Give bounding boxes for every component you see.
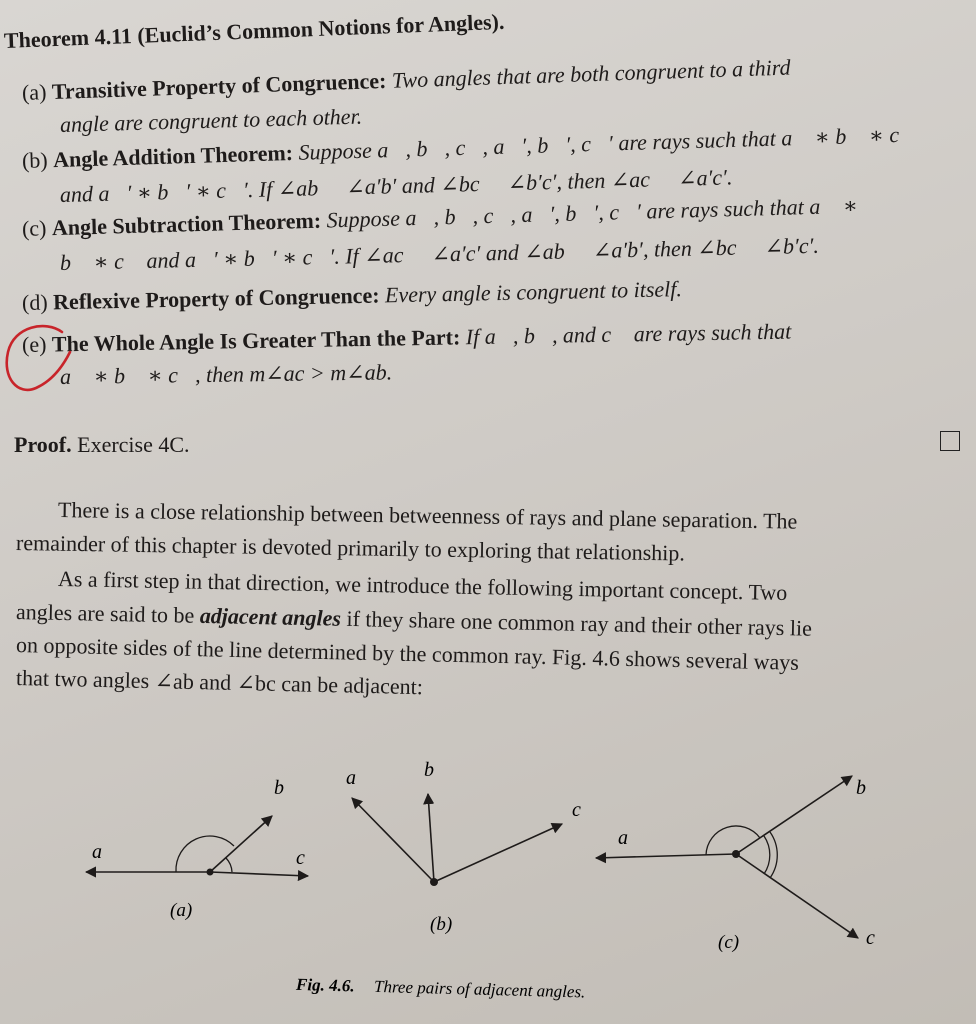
proof-label: Proof. bbox=[14, 432, 72, 457]
panel-label-b: (b) bbox=[430, 914, 453, 935]
vertex-point bbox=[430, 878, 438, 886]
item-text: Suppose a⃗, b⃗, c⃗, a⃗′, b⃗′, c⃗′ are rays such that a⃗ ∗ bbox=[326, 192, 859, 233]
paragraph-1-line-2: remainder of this chapter is devoted primarily to exploring that relationship. bbox=[15, 530, 686, 566]
angle-arc-ab bbox=[176, 836, 234, 872]
proof-line bbox=[14, 432, 190, 458]
item-label: (c) bbox=[21, 215, 47, 241]
ray-c bbox=[736, 854, 858, 938]
ray-a bbox=[352, 798, 434, 882]
angle-arc-bc bbox=[770, 832, 777, 878]
theorem-item-d bbox=[22, 276, 682, 316]
figure-caption bbox=[295, 975, 586, 1002]
item-label: (a) bbox=[21, 79, 47, 105]
item-name: Angle Subtraction Theorem: bbox=[51, 207, 322, 241]
label-b: b⃗ bbox=[274, 777, 300, 799]
item-text: Every angle is congruent to itself. bbox=[384, 276, 683, 308]
label-a: a⃗ bbox=[346, 767, 372, 789]
paragraph-text: angles are said to be bbox=[15, 599, 201, 628]
red-circle-annotation bbox=[0, 318, 80, 408]
ray-a bbox=[596, 854, 736, 858]
panel-b-diagram bbox=[346, 759, 596, 935]
theorem-item-e bbox=[22, 319, 792, 358]
ray-b bbox=[210, 816, 272, 872]
theorem-item-e-cont: a⃗ ∗ b⃗ ∗ c⃗, then m∠ac > m∠ab. bbox=[59, 359, 393, 389]
panel-a-diagram bbox=[86, 777, 320, 921]
label-a: a⃗ bbox=[618, 827, 644, 849]
figure-4-6 bbox=[0, 740, 976, 1024]
theorem-item-a-cont: angle are congruent to each other. bbox=[59, 103, 363, 137]
item-label: (b) bbox=[21, 147, 49, 173]
vertex-point bbox=[732, 850, 740, 858]
angle-arc-bc bbox=[226, 858, 232, 872]
ray-b bbox=[428, 794, 434, 882]
paragraph-text: if they share one common ray and their other rays lie bbox=[340, 605, 813, 641]
panel-label-c: (c) bbox=[718, 932, 740, 953]
panel-label-a: (a) bbox=[170, 900, 193, 921]
item-label: (d) bbox=[21, 289, 48, 315]
item-name: Transitive Property of Congruence: bbox=[51, 67, 387, 105]
paragraph-2-line-4: that two angles ∠ab and ∠bc can be adjacent: bbox=[15, 665, 424, 700]
label-b: b⃗ bbox=[856, 777, 882, 799]
item-text: Suppose a⃗, b⃗, c⃗, a⃗′, b⃗′, c⃗′ are rays such that a⃗ ∗ b⃗ ∗ c⃗ bbox=[298, 121, 917, 165]
paragraph-1-line-1: There is a close relationship between betweenness of rays and plane separation. The bbox=[57, 497, 798, 534]
ray-c bbox=[434, 824, 562, 882]
item-label: (e) bbox=[21, 331, 47, 357]
item-name: The Whole Angle Is Greater Than the Part: bbox=[51, 324, 461, 357]
label-a: a⃗ bbox=[92, 841, 118, 863]
qed-square-icon bbox=[940, 431, 960, 451]
item-name: Angle Addition Theorem: bbox=[52, 139, 294, 173]
label-b: b⃗ bbox=[424, 759, 450, 781]
caption-text: Three pairs of adjacent angles. bbox=[373, 976, 586, 1002]
defined-term: adjacent angles bbox=[199, 602, 342, 631]
ray-c bbox=[210, 872, 308, 876]
item-text: Two angles that are both congruent to a third bbox=[391, 54, 791, 93]
paragraph-2-line-1: As a first step in that direction, we introduce the following important concept. Two bbox=[57, 566, 788, 606]
theorem-item-b-cont: and a⃗′ ∗ b⃗′ ∗ c⃗′. If ∠ab ≅ ∠a′b′ and ∠bc ≅ ∠b′c′, then ∠ac ≅ ∠a′c′. bbox=[59, 164, 733, 207]
label-c: c⃗ bbox=[572, 799, 597, 821]
panel-c-diagram bbox=[596, 776, 890, 953]
caption-label: Fig. 4.6. bbox=[295, 974, 355, 996]
label-c: c⃗ bbox=[866, 927, 891, 949]
theorem-item-c-cont: b⃗ ∗ c⃗ and a⃗′ ∗ b⃗′ ∗ c⃗′. If ∠ac ≅ ∠a′c′ and ∠ab ≅ ∠a′b′, then ∠bc ≅ ∠b′c′. bbox=[59, 232, 820, 275]
theorem-title: Theorem 4.11 (Euclid’s Common Notions for Angles). bbox=[3, 8, 505, 53]
angle-arc-bc-inner bbox=[764, 836, 770, 874]
ray-b bbox=[736, 776, 852, 854]
label-c: c⃗ bbox=[296, 847, 321, 869]
paragraph-2-line-3: on opposite sides of the line determined by the common ray. Fig. 4.6 shows several ways bbox=[15, 632, 800, 675]
vertex-point bbox=[207, 869, 214, 876]
proof-text: Exercise 4C. bbox=[77, 432, 190, 457]
angle-arc-ab bbox=[706, 826, 760, 855]
item-text: If a⃗, b⃗, and c⃗ are rays such that bbox=[465, 318, 792, 350]
item-name: Reflexive Property of Congruence: bbox=[52, 282, 380, 315]
theorem-item-a bbox=[22, 55, 791, 106]
